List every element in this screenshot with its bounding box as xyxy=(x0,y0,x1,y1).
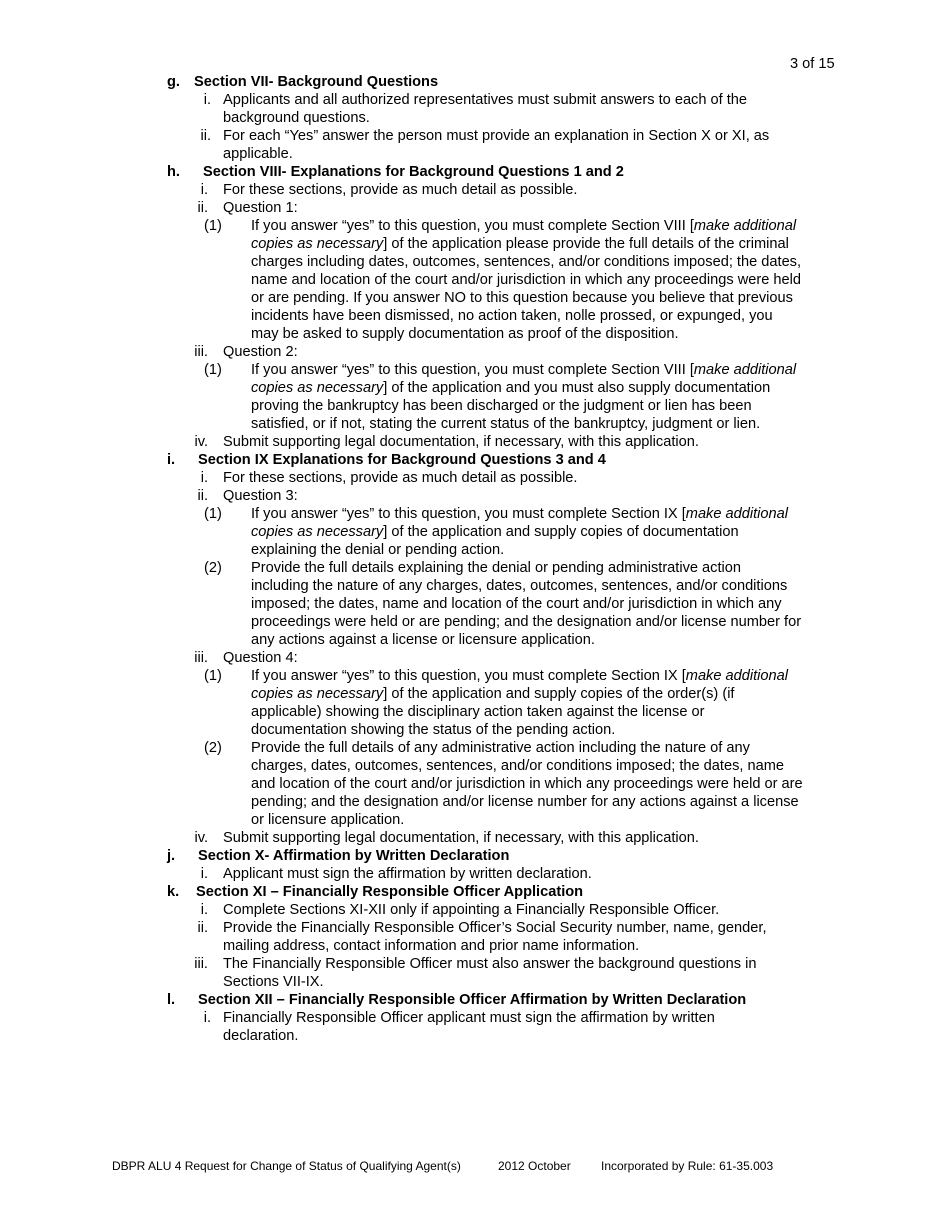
page-number: 3 of 15 xyxy=(790,56,835,72)
continuation-line xyxy=(0,973,950,991)
item-text: Submit supporting legal documentation, if necessary, with this application. xyxy=(223,830,699,846)
continuation-line xyxy=(0,415,950,433)
continuation-line xyxy=(0,703,950,721)
section-title: Section VII- Background Questions xyxy=(194,74,439,90)
continuation-text-tail: ] of the application please provide the full details of the criminal xyxy=(383,236,789,252)
item-text: Question 2: xyxy=(223,344,298,360)
roman-numeral: ii. xyxy=(197,920,208,936)
continuation-line xyxy=(0,523,950,541)
footer-form-title: DBPR ALU 4 Request for Change of Status of Qualifying Agent(s) xyxy=(112,1159,461,1173)
roman-numeral: iv. xyxy=(194,830,208,846)
roman-numeral: ii. xyxy=(197,200,208,216)
subitem-text xyxy=(251,667,788,685)
subitem-text-main: Provide the full details of any administrative action including the nature of any xyxy=(251,740,750,756)
roman-item xyxy=(0,127,950,145)
continuation-line xyxy=(0,631,950,649)
continuation-text xyxy=(251,613,801,631)
continuation-text xyxy=(251,757,784,775)
continuation-text xyxy=(223,1027,298,1045)
continuation-text xyxy=(251,397,752,415)
roman-item xyxy=(0,901,950,919)
roman-item xyxy=(0,649,950,667)
section-title: Section XI – Financially Responsible Officer Application xyxy=(196,884,584,900)
continuation-text-main: background questions. xyxy=(223,110,370,126)
continuation-text xyxy=(251,775,803,793)
continuation-text-tail: ] of the application and supply copies of the order(s) (if xyxy=(383,686,735,702)
continuation-text-main: and location of the court and/or jurisdiction in which any proceedings were held or are xyxy=(251,776,803,792)
section-letter: j. xyxy=(167,848,176,864)
continuation-text xyxy=(251,325,679,343)
numbered-subitem xyxy=(0,361,950,379)
roman-numeral: i. xyxy=(203,1010,211,1026)
subitem-text-main: If you answer “yes” to this question, you must complete Section IX [ xyxy=(251,668,686,684)
italic-note: copies as necessary xyxy=(251,686,384,702)
continuation-text xyxy=(251,685,735,703)
continuation-text xyxy=(251,523,739,541)
continuation-text xyxy=(251,379,770,397)
section-title: Section VIII- Explanations for Background Questions 1 and 2 xyxy=(203,164,624,180)
roman-item xyxy=(0,91,950,109)
continuation-line xyxy=(0,775,950,793)
italic-note: copies as necessary xyxy=(251,236,384,252)
continuation-text xyxy=(251,721,615,739)
continuation-text-main: or licensure application. xyxy=(251,812,405,828)
continuation-text-main: name and location of the court and/or jurisdiction in which any proceedings were held xyxy=(251,272,802,288)
section-letter: k. xyxy=(167,884,180,900)
continuation-line xyxy=(0,307,950,325)
roman-numeral: iii. xyxy=(194,650,208,666)
footer-rule: Incorporated by Rule: 61-35.003 xyxy=(601,1159,774,1173)
continuation-text xyxy=(251,631,595,649)
roman-numeral: i. xyxy=(200,182,208,198)
continuation-line xyxy=(0,289,950,307)
italic-note: copies as necessary xyxy=(251,380,384,396)
roman-numeral: i. xyxy=(200,902,208,918)
continuation-text xyxy=(251,703,704,721)
item-text: For each “Yes” answer the person must provide an explanation in Section X or XI, as xyxy=(223,128,770,144)
continuation-text xyxy=(251,235,789,253)
roman-item xyxy=(0,181,950,199)
continuation-text-main: incidents have been dismissed, no action taken, nolle prossed, or expunged, you xyxy=(251,308,773,324)
section-heading xyxy=(0,991,950,1009)
continuation-text xyxy=(251,595,782,613)
numbered-subitem xyxy=(0,667,950,685)
numbered-subitem xyxy=(0,739,950,757)
item-text: Applicants and all authorized representatives must submit answers to each of the xyxy=(223,92,748,108)
roman-numeral: i. xyxy=(200,866,208,882)
subitem-number: (1) xyxy=(204,506,222,522)
item-text: For these sections, provide as much detail as possible. xyxy=(223,182,578,198)
continuation-line xyxy=(0,235,950,253)
roman-item xyxy=(0,865,950,883)
italic-note: copies as necessary xyxy=(251,524,384,540)
roman-item xyxy=(0,919,950,937)
continuation-text-main: Sections VII-IX. xyxy=(223,974,324,990)
continuation-text-main: charges, dates, outcomes, sentences, and/or conditions imposed; the dates, name xyxy=(251,758,784,774)
roman-item xyxy=(0,343,950,361)
continuation-text xyxy=(251,577,787,595)
roman-item xyxy=(0,487,950,505)
subitem-text-main: If you answer “yes” to this question, you must complete Section VIII [ xyxy=(251,218,694,234)
item-text: Question 4: xyxy=(223,650,298,666)
continuation-text xyxy=(251,541,504,559)
continuation-line xyxy=(0,109,950,127)
continuation-line xyxy=(0,613,950,631)
roman-numeral: i. xyxy=(203,92,211,108)
footer-date: 2012 October xyxy=(498,1159,571,1173)
roman-item xyxy=(0,829,950,847)
continuation-text xyxy=(251,307,773,325)
continuation-line xyxy=(0,685,950,703)
numbered-subitem xyxy=(0,559,950,577)
continuation-line xyxy=(0,811,950,829)
item-text: For these sections, provide as much detail as possible. xyxy=(223,470,578,486)
section-letter: h. xyxy=(167,164,180,180)
continuation-line xyxy=(0,271,950,289)
continuation-text-main: declaration. xyxy=(223,1028,299,1044)
continuation-text-main: any actions against a license or licensure application. xyxy=(251,632,595,648)
continuation-text xyxy=(251,415,760,433)
item-text: The Financially Responsible Officer must also answer the background questions in xyxy=(223,956,757,972)
continuation-text xyxy=(223,937,639,955)
subitem-number: (1) xyxy=(204,668,222,684)
subitem-text xyxy=(251,505,788,523)
continuation-line xyxy=(0,577,950,595)
subitem-number: (1) xyxy=(204,362,222,378)
subitem-text-main: If you answer “yes” to this question, you must complete Section IX [ xyxy=(251,506,686,522)
roman-numeral: ii. xyxy=(200,128,211,144)
italic-note: make additional xyxy=(685,506,789,522)
item-text: Applicant must sign the affirmation by written declaration. xyxy=(223,866,592,882)
continuation-text-main: charges including dates, outcomes, sentences, and/or conditions imposed; the dates, xyxy=(251,254,802,270)
continuation-text-main: or are pending. If you answer NO to this question because you believe that previous xyxy=(251,290,793,306)
roman-numeral: iii. xyxy=(194,344,208,360)
item-text: Question 3: xyxy=(223,488,298,504)
continuation-text-main: applicable) showing the disciplinary action taken against the license or xyxy=(251,704,705,720)
section-heading xyxy=(0,73,950,91)
roman-item xyxy=(0,199,950,217)
continuation-text xyxy=(223,973,324,991)
subitem-number: (2) xyxy=(204,740,222,756)
item-text: Complete Sections XI-XII only if appointing a Financially Responsible Officer. xyxy=(223,902,720,918)
continuation-text-main: proving the bankruptcy has been discharged or the judgment or lien has been xyxy=(251,398,752,414)
continuation-text-main: including the nature of any charges, dates, outcomes, sentences, and/or conditions xyxy=(251,578,788,594)
subitem-text-main: Provide the full details explaining the denial or pending administrative action xyxy=(251,560,742,576)
roman-item xyxy=(0,433,950,451)
section-title: Section IX Explanations for Background Questions 3 and 4 xyxy=(198,452,606,468)
continuation-text xyxy=(251,811,404,829)
continuation-line xyxy=(0,793,950,811)
continuation-text xyxy=(223,109,370,127)
section-letter: l. xyxy=(167,992,176,1008)
subitem-text xyxy=(251,361,796,379)
continuation-text xyxy=(223,145,293,163)
continuation-text xyxy=(251,793,799,811)
continuation-text-main: satisfied, or if not, stating the current status of the bankruptcy, judgment or lien. xyxy=(251,416,761,432)
continuation-line xyxy=(0,721,950,739)
section-letter: g. xyxy=(167,74,180,90)
continuation-line xyxy=(0,397,950,415)
item-text: Provide the Financially Responsible Officer’s Social Security number, name, gender, xyxy=(223,920,767,936)
continuation-text-main: may be asked to supply documentation as proof of the disposition. xyxy=(251,326,679,342)
instructions-body xyxy=(0,73,950,1045)
roman-item xyxy=(0,955,950,973)
continuation-line xyxy=(0,937,950,955)
subitem-number: (2) xyxy=(204,560,222,576)
continuation-text-main: mailing address, contact information and prior name information. xyxy=(223,938,640,954)
continuation-text-main: pending; and the designation and/or license number for any actions against a license xyxy=(251,794,799,810)
roman-item xyxy=(0,1009,950,1027)
continuation-text-tail: ] of the application and supply copies of documentation xyxy=(383,524,739,540)
continuation-text xyxy=(251,253,801,271)
continuation-text-main: applicable. xyxy=(223,146,293,162)
section-heading xyxy=(0,847,950,865)
continuation-text-tail: ] of the application and you must also supply documentation xyxy=(383,380,771,396)
numbered-subitem xyxy=(0,217,950,235)
continuation-line xyxy=(0,757,950,775)
numbered-subitem xyxy=(0,505,950,523)
continuation-text-main: proceedings were held or are pending; and the designation and/or license number for xyxy=(251,614,802,630)
continuation-line xyxy=(0,595,950,613)
item-text: Submit supporting legal documentation, if necessary, with this application. xyxy=(223,434,699,450)
section-letter: i. xyxy=(167,452,176,468)
subitem-text xyxy=(251,217,796,235)
subitem-text xyxy=(251,559,741,577)
roman-numeral: iii. xyxy=(194,956,208,972)
continuation-line xyxy=(0,253,950,271)
continuation-text-main: imposed; the dates, name and location of the court and/or jurisdiction in which any xyxy=(251,596,782,612)
continuation-text xyxy=(251,289,793,307)
section-title: Section X- Affirmation by Written Declaration xyxy=(198,848,510,864)
continuation-line xyxy=(0,379,950,397)
italic-note: make additional xyxy=(693,218,797,234)
continuation-line xyxy=(0,325,950,343)
italic-note: make additional xyxy=(685,668,789,684)
continuation-text-main: explaining the denial or pending action. xyxy=(251,542,505,558)
section-title: Section XII – Financially Responsible Officer Affirmation by Written Declaration xyxy=(198,992,747,1008)
item-text: Financially Responsible Officer applicant must sign the affirmation by written xyxy=(223,1010,715,1026)
continuation-text xyxy=(251,271,801,289)
italic-note: make additional xyxy=(693,362,797,378)
roman-numeral: i. xyxy=(200,470,208,486)
subitem-text-main: If you answer “yes” to this question, you must complete Section VIII [ xyxy=(251,362,694,378)
subitem-number: (1) xyxy=(204,218,222,234)
roman-numeral: iv. xyxy=(194,434,208,450)
roman-numeral: ii. xyxy=(197,488,208,504)
continuation-line xyxy=(0,145,950,163)
section-heading xyxy=(0,163,950,181)
section-heading xyxy=(0,451,950,469)
section-heading xyxy=(0,883,950,901)
item-text: Question 1: xyxy=(223,200,298,216)
subitem-text xyxy=(251,739,750,757)
continuation-line xyxy=(0,541,950,559)
roman-item xyxy=(0,469,950,487)
continuation-line xyxy=(0,1027,950,1045)
continuation-text-main: documentation showing the status of the pending action. xyxy=(251,722,616,738)
